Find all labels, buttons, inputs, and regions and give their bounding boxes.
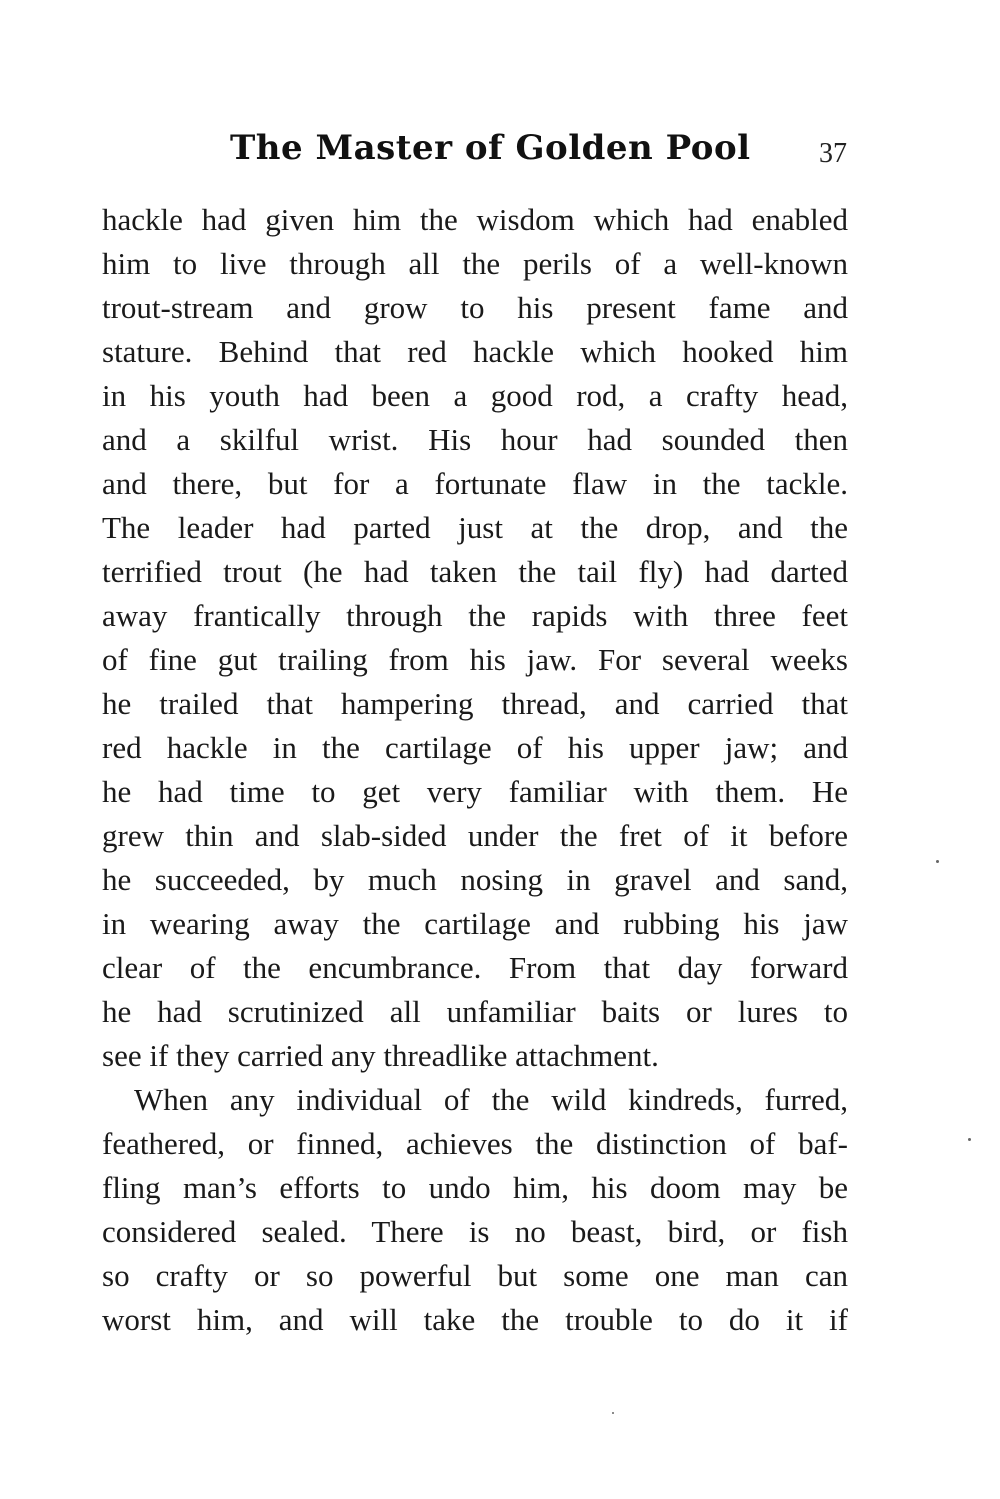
text-line: feathered, or finned, achieves the distinction of baf- xyxy=(102,1126,848,1161)
text-line: trout-stream and grow to his present fame and xyxy=(102,290,848,325)
text-line: When any individual of the wild kindreds, furred, xyxy=(134,1082,848,1117)
text-line: stature. Behind that red hackle which hooked him xyxy=(102,334,848,369)
text-line: him to live through all the perils of a well-known xyxy=(102,246,848,281)
text-line: so crafty or so powerful but some one man can xyxy=(102,1258,848,1293)
text-line: he had scrutinized all unfamiliar baits or lures to xyxy=(102,994,848,1029)
text-line: in his youth had been a good rod, a crafty head, xyxy=(102,378,848,413)
text-line: in wearing away the cartilage and rubbing his jaw xyxy=(102,906,848,941)
scan-speck xyxy=(612,1412,614,1414)
body-text xyxy=(102,198,848,1342)
text-line: The leader had parted just at the drop, and the xyxy=(102,510,848,545)
text-line: he had time to get very familiar with them. He xyxy=(102,774,848,809)
text-line: clear of the encumbrance. From that day forward xyxy=(102,950,848,985)
running-title: The Master of Golden Pool xyxy=(230,128,751,168)
text-line: he trailed that hampering thread, and carried that xyxy=(102,686,848,721)
running-head xyxy=(102,128,847,188)
paragraph-1 xyxy=(102,198,848,1078)
text-line: of fine gut trailing from his jaw. For several weeks xyxy=(102,642,848,677)
text-line: considered sealed. There is no beast, bird, or fish xyxy=(102,1214,848,1249)
text-line: grew thin and slab-sided under the fret of it before xyxy=(102,818,848,853)
text-line: and a skilful wrist. His hour had sounded then xyxy=(102,422,848,457)
scan-speck xyxy=(936,860,939,863)
page-number: 37 xyxy=(819,138,847,169)
scan-speck xyxy=(968,1138,971,1141)
text-line: fling man’s efforts to undo him, his doom may be xyxy=(102,1170,848,1205)
text-line: and there, but for a fortunate flaw in the tackle. xyxy=(102,466,848,501)
text-line: hackle had given him the wisdom which had enabled xyxy=(102,202,848,237)
text-line: terrified trout (he had taken the tail fly) had darted xyxy=(102,554,848,589)
paragraph-2 xyxy=(102,1078,848,1342)
text-line: away frantically through the rapids with three feet xyxy=(102,598,848,633)
text-line: worst him, and will take the trouble to do it if xyxy=(102,1302,848,1337)
text-line: red hackle in the cartilage of his upper jaw; and xyxy=(102,730,848,765)
text-line: see if they carried any threadlike attachment. xyxy=(102,1038,659,1073)
text-line: he succeeded, by much nosing in gravel and sand, xyxy=(102,862,848,897)
